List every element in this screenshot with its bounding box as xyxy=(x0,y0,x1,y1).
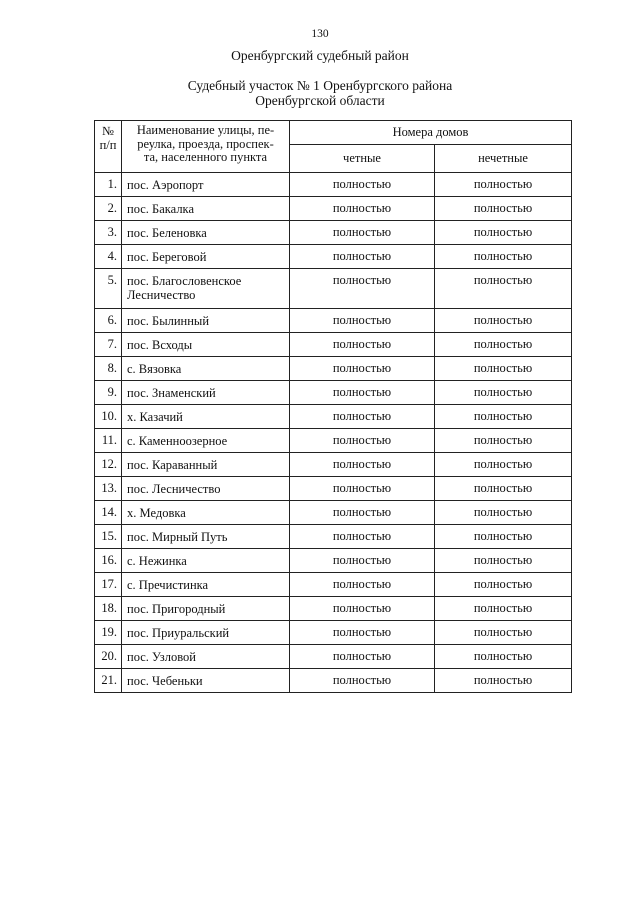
table-row xyxy=(95,501,572,525)
page-number: 130 xyxy=(311,28,329,40)
row-number: 3. xyxy=(95,221,122,245)
row-name: пос. Приуральский xyxy=(122,621,290,645)
table-row xyxy=(95,429,572,453)
row-name: с. Вязовка xyxy=(122,357,290,381)
row-even: полностью xyxy=(290,197,435,221)
district-title: Оренбургский судебный район xyxy=(231,48,409,63)
row-even: полностью xyxy=(290,501,435,525)
table-header xyxy=(95,121,572,173)
table-row xyxy=(95,309,572,333)
row-number: 4. xyxy=(95,245,122,269)
row-name: с. Каменноозерное xyxy=(122,429,290,453)
row-odd: полностью xyxy=(435,597,572,621)
row-odd: полностью xyxy=(435,573,572,597)
table-row xyxy=(95,573,572,597)
court-district-table xyxy=(94,120,572,693)
row-odd: полностью xyxy=(435,669,572,693)
row-name: пос. Береговой xyxy=(122,245,290,269)
row-number: 12. xyxy=(95,453,122,477)
row-name: пос. Караванный xyxy=(122,453,290,477)
table-row xyxy=(95,477,572,501)
row-even: полностью xyxy=(290,381,435,405)
row-number: 10. xyxy=(95,405,122,429)
row-name: с. Нежинка xyxy=(122,549,290,573)
row-odd: полностью xyxy=(435,621,572,645)
row-even: полностью xyxy=(290,405,435,429)
row-name: х. Медовка xyxy=(122,501,290,525)
row-odd: полностью xyxy=(435,429,572,453)
row-even: полностью xyxy=(290,549,435,573)
row-even: полностью xyxy=(290,477,435,501)
table-row xyxy=(95,173,572,197)
row-odd: полностью xyxy=(435,405,572,429)
row-name: пос. Лесничество xyxy=(122,477,290,501)
row-even: полностью xyxy=(290,669,435,693)
row-name: пос. Аэропорт xyxy=(122,173,290,197)
header-number xyxy=(95,121,122,173)
row-number: 7. xyxy=(95,333,122,357)
row-name: пос. Мирный Путь xyxy=(122,525,290,549)
row-number: 2. xyxy=(95,197,122,221)
row-number: 15. xyxy=(95,525,122,549)
table-row xyxy=(95,621,572,645)
row-even: полностью xyxy=(290,645,435,669)
row-odd: полностью xyxy=(435,453,572,477)
row-number: 11. xyxy=(95,429,122,453)
row-even: полностью xyxy=(290,357,435,381)
table-row xyxy=(95,549,572,573)
row-even: полностью xyxy=(290,269,435,309)
header-street-name xyxy=(122,121,290,173)
row-odd: полностью xyxy=(435,645,572,669)
row-odd: полностью xyxy=(435,501,572,525)
row-number: 8. xyxy=(95,357,122,381)
row-number: 6. xyxy=(95,309,122,333)
row-name-line2: Лесничество xyxy=(127,288,196,302)
row-odd: полностью xyxy=(435,221,572,245)
row-number: 13. xyxy=(95,477,122,501)
row-even: полностью xyxy=(290,173,435,197)
table-row xyxy=(95,197,572,221)
row-odd: полностью xyxy=(435,173,572,197)
header-even: четные xyxy=(290,145,435,173)
row-even: полностью xyxy=(290,525,435,549)
row-name: пос. Былинный xyxy=(122,309,290,333)
table-row xyxy=(95,221,572,245)
row-odd: полностью xyxy=(435,309,572,333)
row-number: 17. xyxy=(95,573,122,597)
row-even: полностью xyxy=(290,621,435,645)
header-number-line1: № xyxy=(102,124,114,138)
row-odd: полностью xyxy=(435,269,572,309)
row-number: 9. xyxy=(95,381,122,405)
table-row xyxy=(95,597,572,621)
row-name: с. Пречистинка xyxy=(122,573,290,597)
table-row xyxy=(95,405,572,429)
row-name: пос. Узловой xyxy=(122,645,290,669)
table-row xyxy=(95,525,572,549)
row-number: 1. xyxy=(95,173,122,197)
row-even: полностью xyxy=(290,333,435,357)
header-name-line3: та, населенного пункта xyxy=(143,150,268,164)
section-title-line1: Судебный участок № 1 Оренбургского района xyxy=(187,78,453,93)
row-name: х. Казачий xyxy=(122,405,290,429)
row-number: 16. xyxy=(95,549,122,573)
section-title xyxy=(0,78,640,108)
table-body xyxy=(95,173,572,693)
row-odd: полностью xyxy=(435,245,572,269)
row-even: полностью xyxy=(290,573,435,597)
table-row xyxy=(95,245,572,269)
header-name-line2: реулка, проезда, проспек- xyxy=(137,136,274,151)
header-number-line2: п/п xyxy=(99,138,117,152)
row-odd: полностью xyxy=(435,333,572,357)
row-name: пос. Всходы xyxy=(122,333,290,357)
header-house-numbers: Номера домов xyxy=(290,121,572,145)
table-row xyxy=(95,333,572,357)
row-number: 19. xyxy=(95,621,122,645)
row-odd: полностью xyxy=(435,357,572,381)
row-name: пос. Пригородный xyxy=(122,597,290,621)
row-number: 14. xyxy=(95,501,122,525)
table-row xyxy=(95,269,572,309)
section-title-line2: Оренбургской области xyxy=(255,93,385,108)
table-row xyxy=(95,381,572,405)
row-odd: полностью xyxy=(435,477,572,501)
row-odd: полностью xyxy=(435,197,572,221)
row-even: полностью xyxy=(290,453,435,477)
header-odd: нечетные xyxy=(435,145,572,173)
row-name: пос. Знаменский xyxy=(122,381,290,405)
table-row xyxy=(95,645,572,669)
table-row xyxy=(95,357,572,381)
row-even: полностью xyxy=(290,221,435,245)
table-row xyxy=(95,669,572,693)
row-name-line1: пос. Благословенское xyxy=(127,274,242,288)
row-name: пос. Беленовка xyxy=(122,221,290,245)
row-even: полностью xyxy=(290,429,435,453)
row-odd: полностью xyxy=(435,381,572,405)
row-odd: полностью xyxy=(435,549,572,573)
row-number: 20. xyxy=(95,645,122,669)
row-even: полностью xyxy=(290,245,435,269)
row-name: пос. Бакалка xyxy=(122,197,290,221)
row-name: пос. Чебеньки xyxy=(122,669,290,693)
row-even: полностью xyxy=(290,597,435,621)
row-name xyxy=(122,269,290,309)
row-number: 18. xyxy=(95,597,122,621)
table-row xyxy=(95,453,572,477)
row-even: полностью xyxy=(290,309,435,333)
header-name-line1: Наименование улицы, пе- xyxy=(136,123,275,137)
row-odd: полностью xyxy=(435,525,572,549)
row-number: 21. xyxy=(95,669,122,693)
row-number: 5. xyxy=(95,269,122,309)
